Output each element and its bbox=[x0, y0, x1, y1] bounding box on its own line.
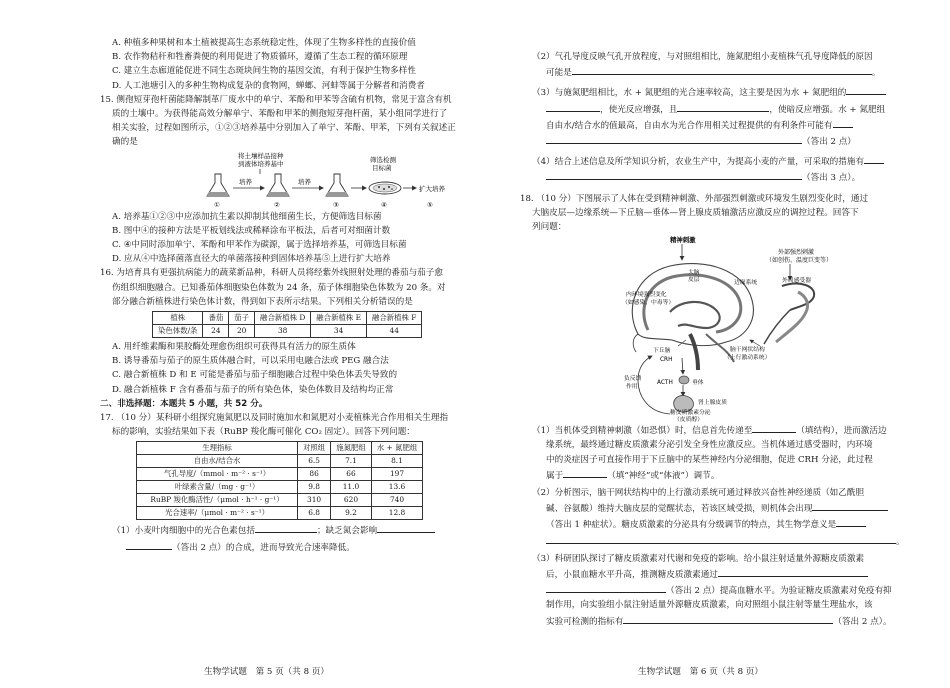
q14-option-c: C. 建立生态廊道能促进不同生态斑块间生物的基因交流，有利于保护生物多样性 bbox=[112, 66, 416, 77]
q18-3-line: 制作用，向实验组小鼠注射适量外源糖皮质激素，向对照组小鼠注射等量生理盐水，该 bbox=[546, 600, 873, 611]
text: （填结构），进而激活边 bbox=[796, 426, 887, 437]
text: （答出 2 点） bbox=[802, 137, 856, 148]
q15-option-b: B. 图中④的接种方法是平板划线法或稀释涂布平板法，后者可对细菌计数 bbox=[112, 225, 391, 236]
text: （答出 1 种症状）。糖皮质激素的分泌具有分级调节的特点，其生物学意义是 bbox=[546, 520, 837, 531]
answer-blank[interactable] bbox=[572, 64, 872, 75]
q15-stem-line: 15. 侧孢短芽孢杆菌能降解制革厂废水中的单宁、苯酚和甲苯等含硫有机物，常见于富含有机 bbox=[100, 94, 452, 105]
table-cell: 融合新植株 D bbox=[255, 312, 311, 325]
fig-arrow-label: 培养 bbox=[298, 177, 311, 186]
fig-label: ACTH bbox=[657, 380, 673, 387]
answer-blank[interactable] bbox=[546, 133, 802, 144]
flask-2-icon bbox=[267, 174, 289, 196]
q17-table bbox=[136, 441, 423, 520]
fig-label: （皮质醇） bbox=[674, 417, 703, 423]
text: （答出 2 点）的合成，进而导致光合速率降低。 bbox=[172, 542, 355, 553]
table-cell: 生理指标 bbox=[137, 442, 298, 455]
text: 碱、谷氨酸）维持大脑皮层的觉醒状态，若该区域受损，则机体会出现 bbox=[546, 504, 813, 515]
q14-option-a: A. 种植多种果树和本土植被提高生态系统稳定性，体现了生物多样性的直接价值 bbox=[112, 38, 416, 48]
answer-blank[interactable] bbox=[546, 533, 896, 544]
table-cell: 197 bbox=[371, 468, 422, 481]
text: 实验可检测的指标有 bbox=[546, 616, 624, 627]
q18-3-line bbox=[520, 582, 912, 598]
table-cell: 38 bbox=[255, 325, 311, 338]
text: （填“神经”或“体液”）调节。 bbox=[607, 470, 720, 481]
answer-blank[interactable] bbox=[546, 582, 666, 593]
page-6-column bbox=[520, 0, 912, 629]
text: ，使光反应增强，且 bbox=[600, 104, 678, 115]
pituitary-icon bbox=[679, 376, 689, 384]
q15-option-d: D. 应从④中选择菌落直径大的单菌落接种到固体培养基⑤上进行扩大培养 bbox=[112, 254, 391, 265]
text: 自由水/结合水的值最高，自由水为光合作用相关过程提供的有利条件可能有 bbox=[546, 120, 833, 131]
q15-option-c: C. ④中同时添加单宁、苯酚和甲苯作为碳源，属于选择培养基，可筛选目标菌 bbox=[112, 240, 407, 251]
fig-label: 目标菌 bbox=[372, 163, 392, 172]
text: （1）小麦叶肉细胞中的光合色素包括 bbox=[112, 526, 255, 537]
stress-axis-diagram bbox=[520, 234, 912, 422]
table-cell: 13.6 bbox=[371, 481, 422, 494]
q15-stem-line: 确的是 bbox=[112, 137, 138, 148]
q17-stem-line: 标的影响，实验结果如下表（RuBP 羧化酶可催化 CO₂ 固定）。回答下列问题： bbox=[112, 427, 415, 438]
table-cell: 施氮肥组 bbox=[331, 442, 372, 455]
q16-option-b: B. 诱导番茄与茄子的原生质体融合时，可以采用电融合法或 PEG 融合法 bbox=[112, 356, 389, 367]
text: （答出 2 点）提高血糖水平。为验证糖皮质激素对免疫有抑 bbox=[666, 586, 892, 597]
q18-2-line: （2）分析图示，脑干网状结构中的上行激动系统可通过释放兴奋性神经递质（如乙酰胆 bbox=[532, 488, 865, 499]
q17-4-line bbox=[520, 153, 912, 169]
table-cell: 9.2 bbox=[331, 507, 372, 520]
table-cell: 番茄 bbox=[203, 312, 229, 325]
q18-1-line: 缘系统，最终通过糖皮质激素分泌引发全身性应激反应。当机体通过感受器时，内环境 bbox=[546, 440, 873, 451]
q17-2-line: （2）气孔导度反映气孔开放程度，与对照组相比，施氮肥组小麦植株气孔导度降低的原因 bbox=[532, 52, 873, 62]
q16-stem-line: 伤组织细胞融合。已知番茄体细胞染色体数为 24 条，茄子体细胞染色体数为 20 条。对 bbox=[112, 282, 446, 293]
table-cell: 7.1 bbox=[331, 455, 372, 468]
q18-stem-line: 大脑皮层—边缘系统—下丘脑—垂体—肾上腺皮质轴激活应激反应的调控过程。回答下 bbox=[532, 207, 859, 218]
table-cell: 自由水/结合水 bbox=[137, 455, 298, 468]
text: （1）当机体受到精神刺激（如恐惧）时，信息首先传递至 bbox=[532, 426, 753, 437]
fig-label: 大脑 bbox=[688, 270, 700, 277]
petri-dish-icon bbox=[369, 182, 401, 194]
section-heading: 二、非选择题：本题共 5 小题，共 52 分。 bbox=[100, 398, 268, 409]
text: 属于 bbox=[546, 470, 564, 481]
q16-stem-line: 16. 为培育具有更强抗病能力的蔬菜新品种，科研人员将经紫外线照射处理的番茄与茄子愈 bbox=[100, 268, 443, 279]
fig-label: 下丘脑 bbox=[653, 348, 671, 355]
page-5-column bbox=[100, 0, 480, 555]
answer-blank[interactable] bbox=[846, 84, 886, 95]
q14-option-b: B. 农作物秸秆和牲畜粪便的利用促进了物质循环，遵循了生态工程的循环原理 bbox=[112, 52, 408, 63]
table-header-row bbox=[153, 312, 422, 325]
fig-num: ④ bbox=[381, 200, 387, 209]
table-cell: 86 bbox=[298, 468, 331, 481]
answer-blank[interactable] bbox=[836, 516, 866, 527]
fig-num: ⑤ bbox=[427, 200, 433, 209]
fig-label: （如感染、中毒等） bbox=[622, 300, 675, 307]
text: （答出 2 点）。 bbox=[833, 616, 892, 627]
q17-3-line bbox=[520, 84, 912, 100]
table-cell: 12.8 bbox=[371, 507, 422, 520]
fig-num: ③ bbox=[333, 200, 339, 209]
table-cell: 6.5 bbox=[298, 455, 331, 468]
fig-label: （上行激动系统） bbox=[724, 355, 771, 362]
fig-arrow-label: 培养 bbox=[239, 177, 252, 186]
page-footer-5: 生物学试题 第 5 页（共 8 页） bbox=[204, 667, 329, 677]
answer-blank[interactable] bbox=[752, 422, 796, 433]
fig-label: 筛选检测 bbox=[370, 155, 396, 164]
answer-blank[interactable] bbox=[812, 500, 888, 511]
answer-blank[interactable] bbox=[718, 566, 868, 577]
answer-blank[interactable] bbox=[255, 522, 317, 533]
fig-label: 垂体 bbox=[692, 380, 704, 387]
table-cell: 34 bbox=[311, 325, 367, 338]
q17-2-line: 可能是 。 bbox=[520, 64, 912, 80]
q17-stem-line: 17. （10 分）某科研小组探究施氮肥以及同时施加水和氮肥对小麦植株光合作用相关生理指 bbox=[100, 413, 449, 424]
q18-stem-line: 列问题： bbox=[532, 222, 567, 233]
table-cell: 水 + 氮肥组 bbox=[371, 442, 422, 455]
q18-2-line bbox=[520, 516, 912, 532]
fig-label: 脑干网状结构 bbox=[730, 347, 765, 354]
table-cell: 植株 bbox=[153, 312, 203, 325]
answer-blank[interactable] bbox=[546, 101, 600, 112]
answer-blank[interactable] bbox=[377, 522, 435, 533]
text: ，使暗反应增强。水 + 氮肥组 bbox=[769, 104, 886, 115]
table-cell: 310 bbox=[298, 494, 331, 507]
table-cell: 8.1 bbox=[371, 455, 422, 468]
q16-table bbox=[152, 311, 422, 338]
table-cell: 9.8 bbox=[298, 481, 331, 494]
answer-blank[interactable] bbox=[833, 117, 853, 128]
q18-3-line: （3）科研团队探讨了糖皮质激素对代谢和免疫的影响。给小鼠注射适量外源糖皮质激素 bbox=[532, 553, 865, 564]
text: 后，小鼠血糖水平升高，推测糖皮质激素通过 bbox=[546, 570, 718, 581]
table-cell: 11.0 bbox=[331, 481, 372, 494]
q16-option-a: A. 用纤维素酶和果胶酶处理愈伤组织可获得具有活力的原生质体 bbox=[112, 342, 356, 353]
fig-label: 内环境强烈变化 bbox=[626, 292, 667, 299]
table-header-row bbox=[137, 442, 423, 455]
page-footer-6: 生物学试题 第 6 页（共 8 页） bbox=[638, 667, 763, 677]
fig-label: 边缘系统 bbox=[734, 280, 758, 287]
answer-blank[interactable] bbox=[546, 169, 802, 180]
table-row bbox=[137, 507, 423, 520]
q17-4-line bbox=[520, 169, 912, 185]
q18-1-line bbox=[520, 422, 912, 438]
fig-label: 作用 bbox=[626, 384, 638, 391]
q18-3-line bbox=[520, 566, 912, 582]
fig-label: 糖皮质激素分泌 bbox=[670, 410, 711, 417]
q17-3-line bbox=[520, 101, 912, 117]
text: （答出 3 点）。 bbox=[802, 173, 861, 184]
fig-label: CRH bbox=[660, 357, 673, 364]
q18-1-line: 中的炎症因子可直接作用于下丘脑中的某些神经内分泌细胞，促进 CRH 分泌，此过程 bbox=[546, 454, 873, 465]
table-cell: 44 bbox=[366, 325, 421, 338]
q18-2-line bbox=[520, 500, 912, 516]
table-cell: 融合新植株 E bbox=[311, 312, 367, 325]
table-cell: 光合速率/（μmol · m⁻² · s⁻¹） bbox=[137, 507, 298, 520]
fig-label: 扩大培养 bbox=[419, 184, 445, 193]
q18-1-line bbox=[520, 467, 912, 483]
answer-blank[interactable] bbox=[677, 101, 769, 112]
text: （4）结合上述信息及所学知识分析，农业生产中，为提高小麦的产量，可采取的措施有 bbox=[532, 157, 865, 168]
answer-blank[interactable] bbox=[126, 539, 172, 550]
table-row bbox=[137, 494, 423, 507]
table-cell: 对照组 bbox=[298, 442, 331, 455]
q14-option-d: D. 人工池塘引入的多种生物构成复杂的食物网，蝉螂、河蚌等属于分解者和消费者 bbox=[112, 80, 425, 91]
fig-label: 外部强烈刺激 bbox=[778, 249, 815, 257]
table-cell: 6.8 bbox=[298, 507, 331, 520]
q18-2-line: 。 bbox=[520, 533, 912, 549]
table-cell: 叶绿素含量/（mg · g⁻¹） bbox=[137, 481, 298, 494]
fig-label: （如创伤、温度巨变等） bbox=[766, 257, 833, 265]
q17-1-line bbox=[100, 522, 480, 538]
q16-option-c: C. 融合新植株 D 和 E 可能是番茄与茄子细胞融合过程中染色体丢失导致的 bbox=[112, 370, 398, 381]
fig-num: ② bbox=[274, 200, 280, 209]
text: ；缺乏氮会影响 bbox=[316, 526, 378, 537]
table-cell: 620 bbox=[331, 494, 372, 507]
q17-3-line bbox=[520, 117, 912, 133]
text: （3）与施氮肥组相比，水 + 氮肥组的光合速率较高，这主要是因为水 + 氮肥组的 bbox=[532, 88, 847, 99]
table-row bbox=[137, 455, 423, 468]
q15-option-a: A. 培养基①②③中应添加抗生素以抑制其他细菌生长，方便筛选目标菌 bbox=[112, 211, 382, 222]
answer-blank[interactable] bbox=[563, 467, 607, 478]
table-cell: 茄子 bbox=[229, 312, 255, 325]
q17-1-line bbox=[100, 539, 480, 555]
q17-3-line bbox=[520, 133, 912, 149]
fig-label: 将土壤样品接种 bbox=[238, 151, 284, 160]
fig-label: 外周感受器 bbox=[782, 278, 811, 285]
q15-culture-diagram bbox=[100, 150, 480, 210]
table-cell: 66 bbox=[331, 468, 372, 481]
table-row bbox=[137, 468, 423, 481]
q16-option-d: D. 融合新植株 F 含有番茄与茄子的所有染色体，染色体数目及结构均正常 bbox=[112, 384, 394, 395]
q18-stem-line: 18. （10 分）下图展示了人体在受到精神刺激、外部强烈刺激或环境发生剧烈变化时，通过 bbox=[520, 193, 869, 204]
answer-blank[interactable] bbox=[623, 613, 833, 624]
table-cell: 20 bbox=[229, 325, 255, 338]
flask-3-icon bbox=[326, 174, 348, 196]
table-cell: 740 bbox=[371, 494, 422, 507]
table-cell: 染色体数/条 bbox=[153, 325, 203, 338]
table-row bbox=[153, 325, 422, 338]
table-row bbox=[137, 481, 423, 494]
table-cell: RuBP 羧化酶活性/（μmol · h⁻¹ · g⁻¹） bbox=[137, 494, 298, 507]
fig-label: 到液体培养基中 bbox=[238, 159, 284, 168]
flask-1-icon bbox=[207, 174, 229, 196]
receptor-icon bbox=[764, 284, 814, 344]
answer-blank[interactable] bbox=[864, 153, 884, 164]
fig-label: 精神刺激 bbox=[670, 236, 696, 245]
q15-stem-line: 相关实验，过程如图所示，①②③培养基中分别加入了单宁、苯酚、甲苯，下列有关叙述正 bbox=[112, 123, 456, 134]
fig-label: 肾上腺皮质 bbox=[698, 400, 727, 407]
q16-stem-line: 部分融合新植株进行染色体计数，得到如下表所示结果。下列相关分析错误的是 bbox=[112, 296, 413, 307]
q15-stem-line: 质的土壤中。为获得能高效分解单宁、苯酚和甲苯的侧孢短芽孢杆菌，某小组同学进行了 bbox=[112, 109, 448, 120]
table-cell: 气孔导度/（mmol · m⁻² · s⁻¹） bbox=[137, 468, 298, 481]
fig-label: 皮层 bbox=[688, 277, 700, 284]
fig-label: 负反馈 bbox=[624, 376, 642, 383]
fig-num: ① bbox=[214, 200, 220, 209]
q18-3-line bbox=[520, 613, 912, 629]
table-cell: 24 bbox=[203, 325, 229, 338]
table-cell: 融合新植株 F bbox=[366, 312, 421, 325]
text: 可能是 bbox=[546, 68, 572, 79]
